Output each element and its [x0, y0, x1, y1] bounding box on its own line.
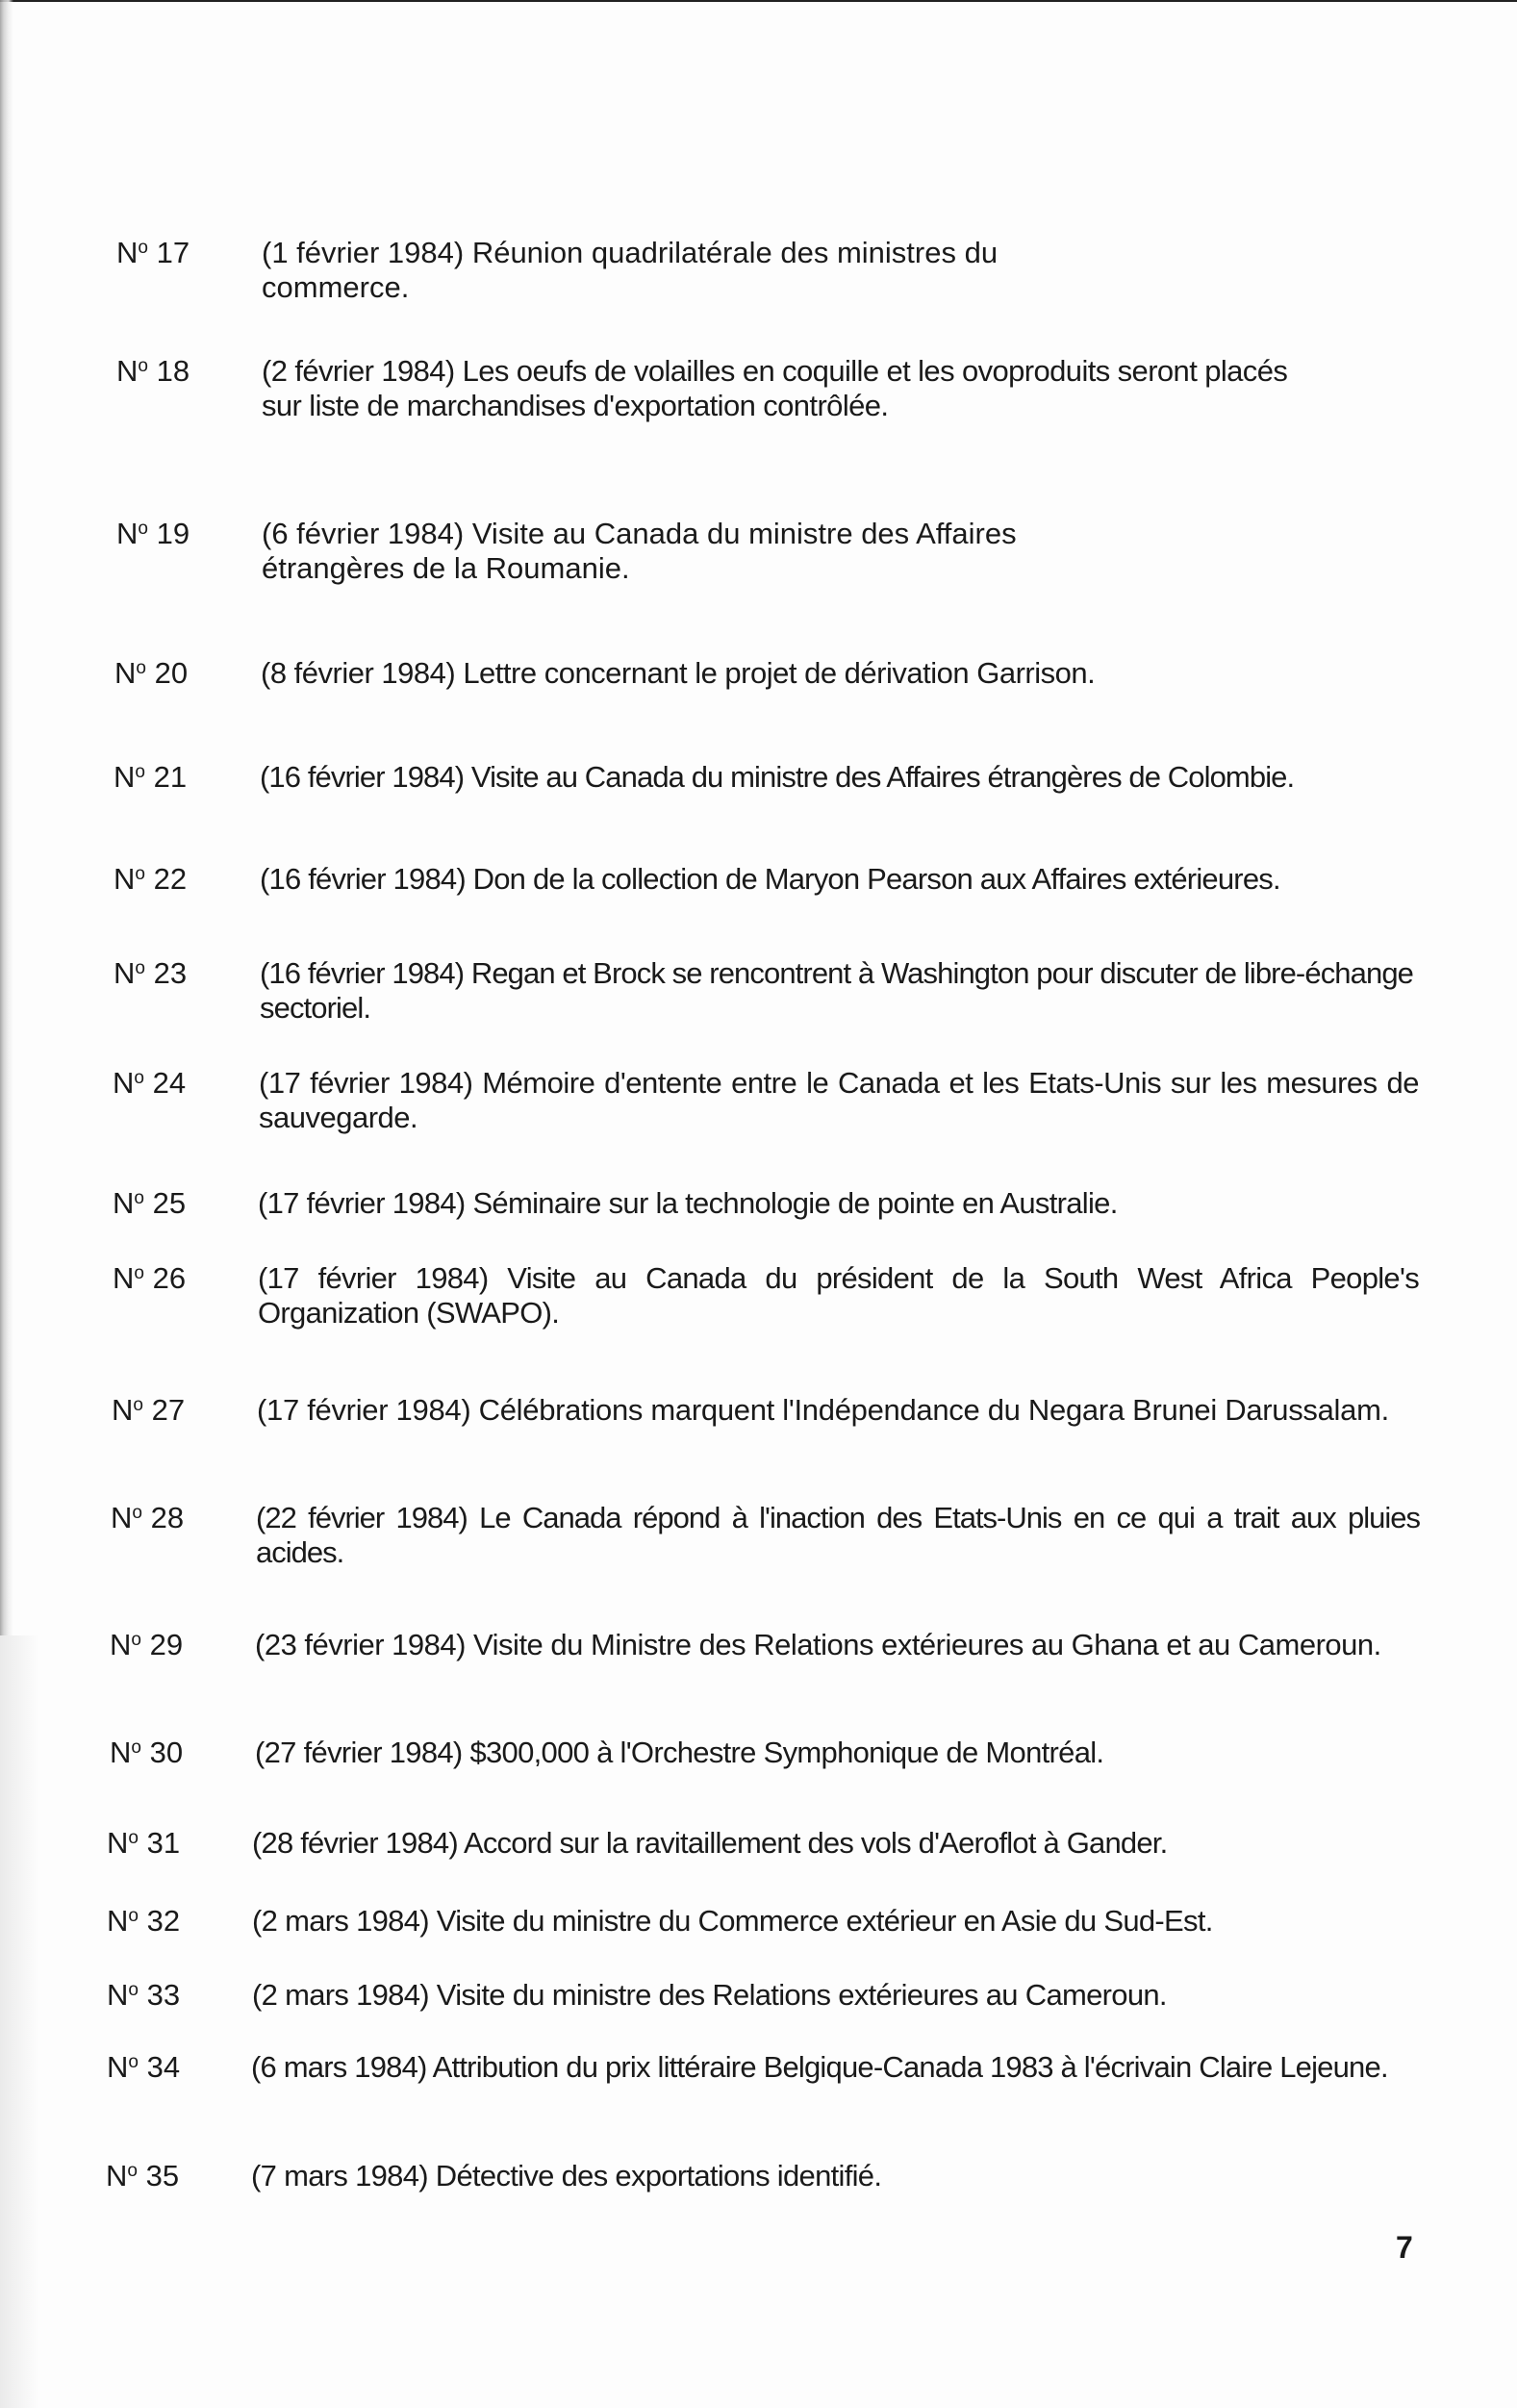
- entry-text: (28 février 1984) Accord sur la ravitaillement des vols d'Aeroflot à Gander.: [252, 1826, 1168, 1860]
- entry-text: (16 février 1984) Don de la collection de Maryon Pearson aux Affaires extérieures.: [260, 862, 1280, 896]
- entry-number: $N^o$ 30: [110, 1736, 184, 1769]
- entry-number: $N^o$ 19: [116, 517, 190, 550]
- page-number: 7: [1396, 2230, 1413, 2265]
- entry-number: $N^o$ 32: [107, 1904, 181, 1938]
- entry-number: $N^o$ 27: [112, 1393, 186, 1427]
- entry-text: (22 février 1984) Le Canada répond à l'inaction des Etats-Unis en ce qui a trait aux pluies acides.: [256, 1501, 1420, 1569]
- entry-number: $N^o$ 26: [113, 1261, 187, 1295]
- entry-text: (17 février 1984) Célébrations marquent l'Indépendance du Negara Brunei Darussalam.: [257, 1393, 1389, 1427]
- entry-text: (27 février 1984) $300,000 à l'Orchestre Symphonique de Montréal.: [255, 1736, 1104, 1769]
- scan-edge-shadow-lower: [0, 1635, 38, 2408]
- entry-text: (8 février 1984) Lettre concernant le projet de dérivation Garrison.: [261, 656, 1096, 690]
- entry-text: (16 février 1984) Visite au Canada du ministre des Affaires étrangères de Colombie.: [260, 760, 1295, 794]
- entry-text: (6 février 1984) Visite au Canada du ministre des Affaires étrangères de la Roumanie.: [262, 517, 1017, 585]
- entry-number: $N^o$ 23: [114, 956, 188, 990]
- entry-number: $N^o$ 25: [113, 1186, 187, 1220]
- entry-text: (16 février 1984) Regan et Brock se rencontrent à Washington pour discuter de libre-échange sectoriel.: [260, 956, 1413, 1025]
- entry-number: $N^o$ 31: [107, 1826, 181, 1860]
- entry-text: (17 février 1984) Visite au Canada du président de la South West Africa People's Organization (SWAPO).: [258, 1261, 1419, 1330]
- entry-text: (17 février 1984) Séminaire sur la technologie de pointe en Australie.: [258, 1186, 1118, 1220]
- entry-number: $N^o$ 34: [107, 2050, 181, 2084]
- entry-number: $N^o$ 18: [116, 354, 190, 388]
- entry-number: $N^o$ 20: [114, 656, 189, 690]
- entry-number: $N^o$ 22: [114, 862, 188, 896]
- entry-text: (2 mars 1984) Visite du ministre du Commerce extérieur en Asie du Sud-Est.: [252, 1904, 1213, 1938]
- top-border-line: [0, 0, 1517, 2]
- entry-number: $N^o$ 21: [114, 760, 188, 794]
- entry-number: $N^o$ 33: [107, 1978, 181, 2012]
- entry-number: $N^o$ 17: [116, 236, 190, 269]
- entry-text: (2 février 1984) Les oeufs de volailles en coquille et les ovoproduits seront placés sur liste de marchandises d'exportation contrôlée.: [262, 354, 1288, 422]
- entry-text: (17 février 1984) Mémoire d'entente entre le Canada et les Etats-Unis sur les mesures de sauvegarde.: [259, 1066, 1419, 1134]
- entry-number: $N^o$ 28: [111, 1501, 185, 1534]
- scan-edge-shadow: [0, 0, 13, 1635]
- entry-number: $N^o$ 24: [113, 1066, 187, 1100]
- entry-text: (1 février 1984) Réunion quadrilatérale des ministres du commerce.: [262, 236, 999, 304]
- entry-number: $N^o$ 35: [106, 2159, 180, 2193]
- entry-text: (2 mars 1984) Visite du ministre des Relations extérieures au Cameroun.: [252, 1978, 1167, 2012]
- entry-number: $N^o$ 29: [110, 1628, 184, 1661]
- entry-text: (6 mars 1984) Attribution du prix littéraire Belgique-Canada 1983 à l'écrivain Claire Lejeune.: [251, 2050, 1388, 2084]
- entry-text: (7 mars 1984) Détective des exportations identifié.: [251, 2159, 882, 2193]
- entry-text: (23 février 1984) Visite du Ministre des Relations extérieures au Ghana et au Cameroun.: [255, 1628, 1381, 1661]
